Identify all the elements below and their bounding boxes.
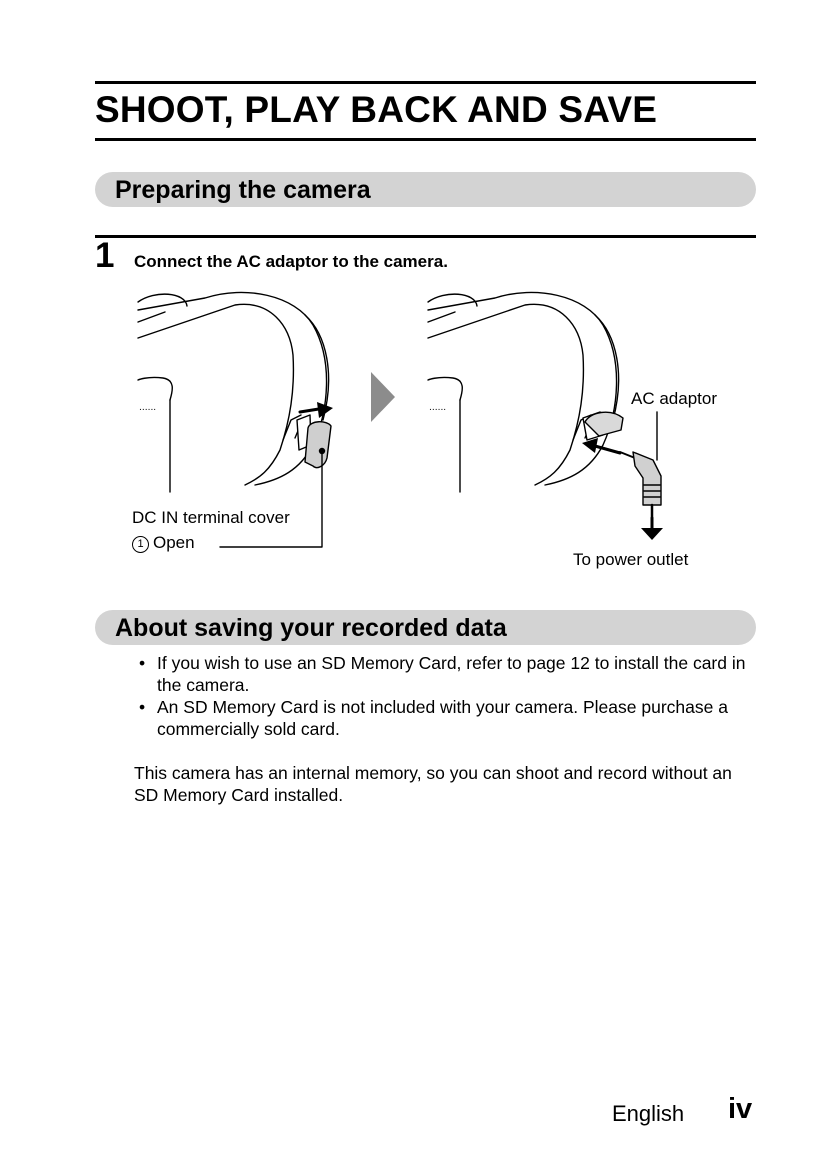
step-rule (95, 235, 756, 238)
bullet-icon: • (139, 697, 146, 717)
section-heading-text: About saving your recorded data (115, 614, 507, 642)
title-bottom-rule (95, 138, 756, 141)
list-item (135, 696, 765, 740)
section-heading-preparing (95, 172, 756, 207)
camera-connection-figure (95, 280, 756, 580)
bullet-list (135, 652, 765, 740)
step-number: 1 (95, 236, 115, 275)
footer-language: English (612, 1101, 685, 1126)
step-instruction: Connect the AC adaptor to the camera. (134, 252, 448, 271)
list-item-text: An SD Memory Card is not included with your camera. Please purchase a commercially sold card. (157, 697, 728, 739)
label-dc-in-cover: DC IN terminal cover (132, 508, 290, 527)
label-ac-adaptor: AC adaptor (631, 389, 717, 408)
page-title: SHOOT, PLAY BACK AND SAVE (95, 89, 658, 130)
svg-text:......: ...... (429, 403, 447, 413)
internal-memory-note: This camera has an internal memory, so you can shoot and record without an SD Memory Card installed. (134, 763, 732, 805)
svg-text:......: ...... (139, 403, 157, 413)
label-open-text: Open (153, 533, 195, 552)
list-item (135, 652, 765, 696)
section-heading-saving (95, 610, 756, 645)
camera-right-drawing (428, 292, 623, 492)
step-circle-number: 1 (132, 536, 149, 553)
section-heading-text: Preparing the camera (115, 176, 371, 204)
dc-in-cover (297, 415, 331, 468)
label-power-outlet: To power outlet (573, 550, 689, 569)
footer-page-number: iv (728, 1093, 753, 1125)
title-top-rule (95, 81, 756, 84)
ac-adaptor-plug (620, 452, 661, 518)
camera-left-drawing (138, 292, 329, 492)
label-open (132, 532, 195, 554)
step-arrow-icon (371, 372, 395, 422)
list-item-text: If you wish to use an SD Memory Card, refer to page 12 to install the card in the camera. (157, 653, 746, 695)
bullet-icon: • (139, 653, 146, 673)
